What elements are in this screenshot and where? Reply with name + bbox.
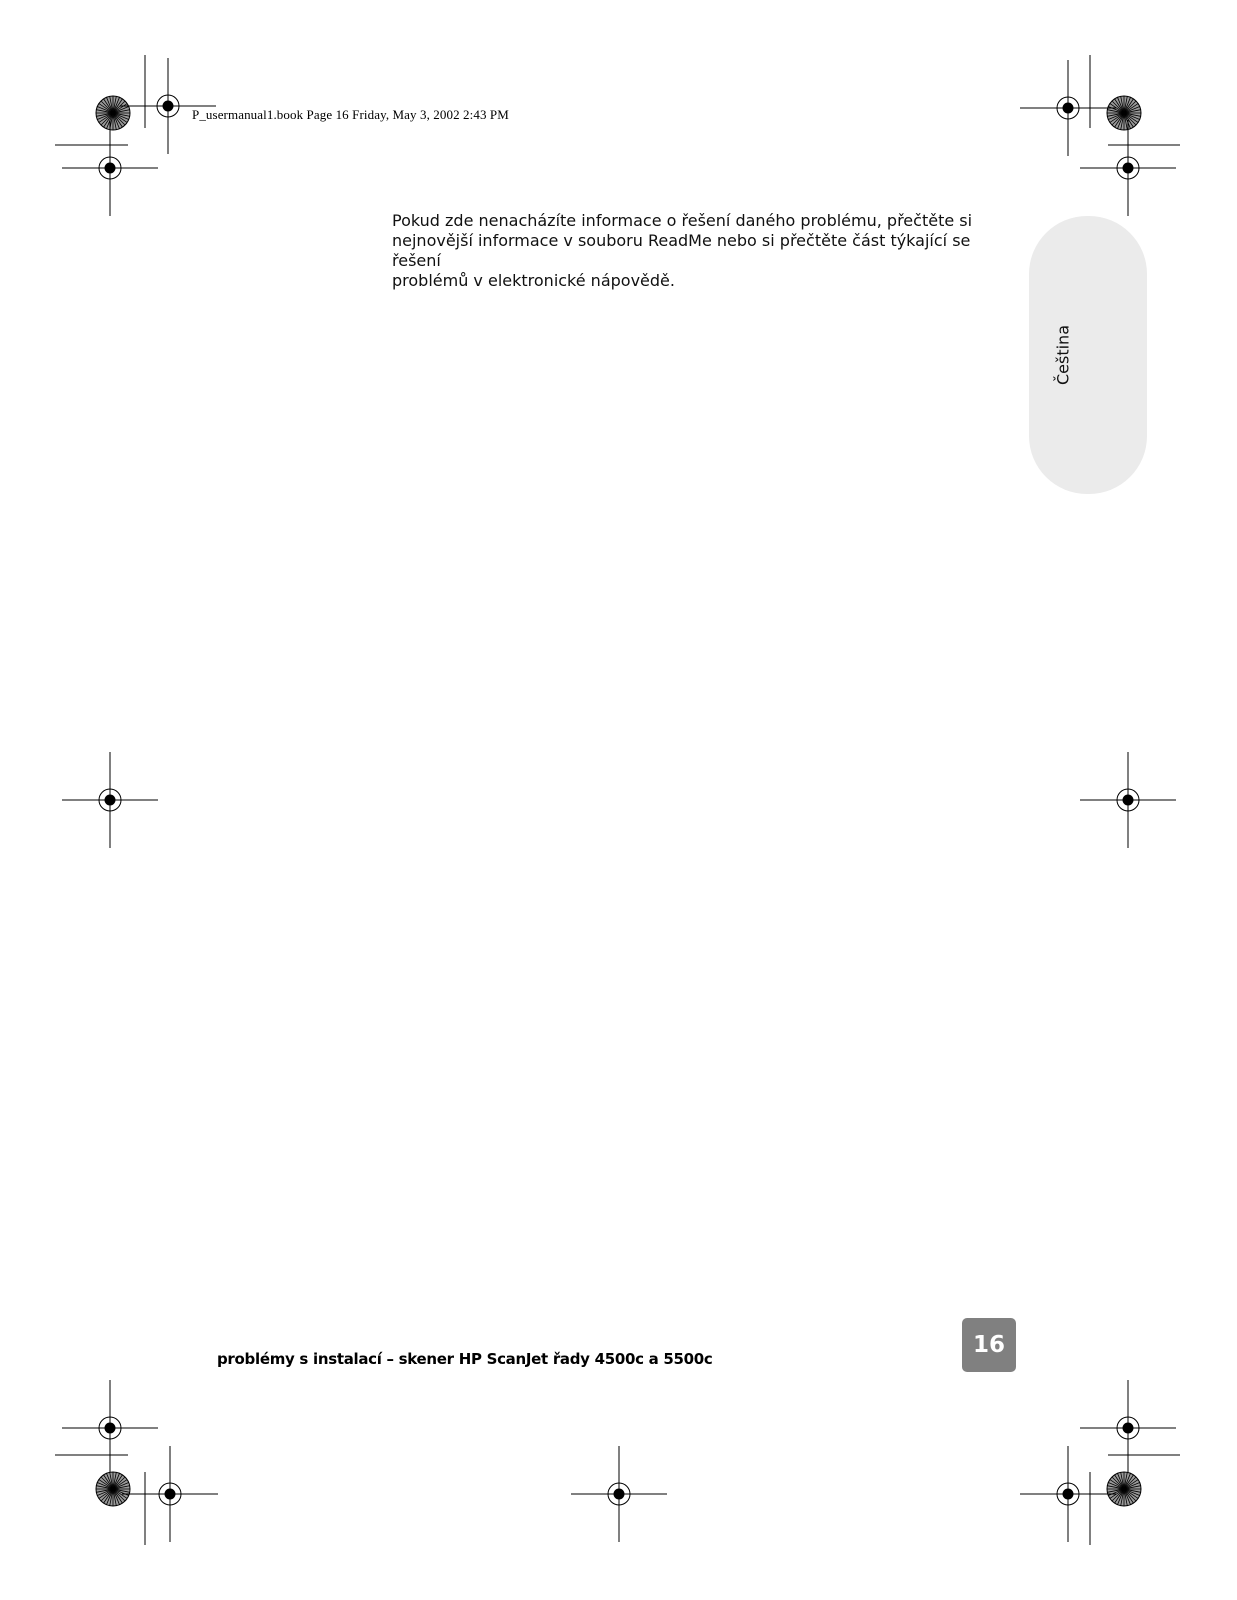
- registration-mark-top-left-lower: [62, 120, 158, 216]
- color-target-top-right: [1107, 96, 1141, 130]
- body-paragraph: [392, 211, 1017, 291]
- body-line: problémů v elektronické nápovědě.: [392, 271, 675, 290]
- registration-mark-top-left: [120, 58, 216, 154]
- registration-mark-mid-right: [1080, 752, 1176, 848]
- print-slug-header: P_usermanual1.book Page 16 Friday, May 3, 2002 2:43 PM: [192, 107, 509, 122]
- color-target-bottom-right: [1107, 1472, 1141, 1506]
- body-line: nejnovější informace v souboru ReadMe nebo si přečtěte část týkající se řešení: [392, 231, 971, 270]
- language-tab: [1029, 216, 1147, 494]
- page-number-badge: [962, 1318, 1016, 1372]
- page-number: 16: [972, 1332, 1005, 1358]
- body-line: Pokud zde nenacházíte informace o řešení daného problému, přečtěte si: [392, 211, 973, 230]
- color-target-top-left: [96, 96, 130, 130]
- registration-mark-bottom-right-upper: [1080, 1380, 1176, 1476]
- registration-mark-top-right: [1020, 60, 1116, 156]
- registration-mark-bottom-center: [571, 1446, 667, 1542]
- registration-mark-bottom-left-upper: [62, 1380, 158, 1476]
- registration-mark-mid-left: [62, 752, 158, 848]
- registration-mark-bottom-right: [1020, 1446, 1116, 1542]
- registration-mark-bottom-left: [122, 1446, 218, 1542]
- color-target-bottom-left: [96, 1472, 130, 1506]
- footer-title: problémy s instalací – skener HP ScanJet řady 4500c a 5500c: [217, 1350, 713, 1368]
- language-tab-label: Čeština: [1053, 324, 1073, 386]
- registration-mark-top-right-lower: [1080, 120, 1176, 216]
